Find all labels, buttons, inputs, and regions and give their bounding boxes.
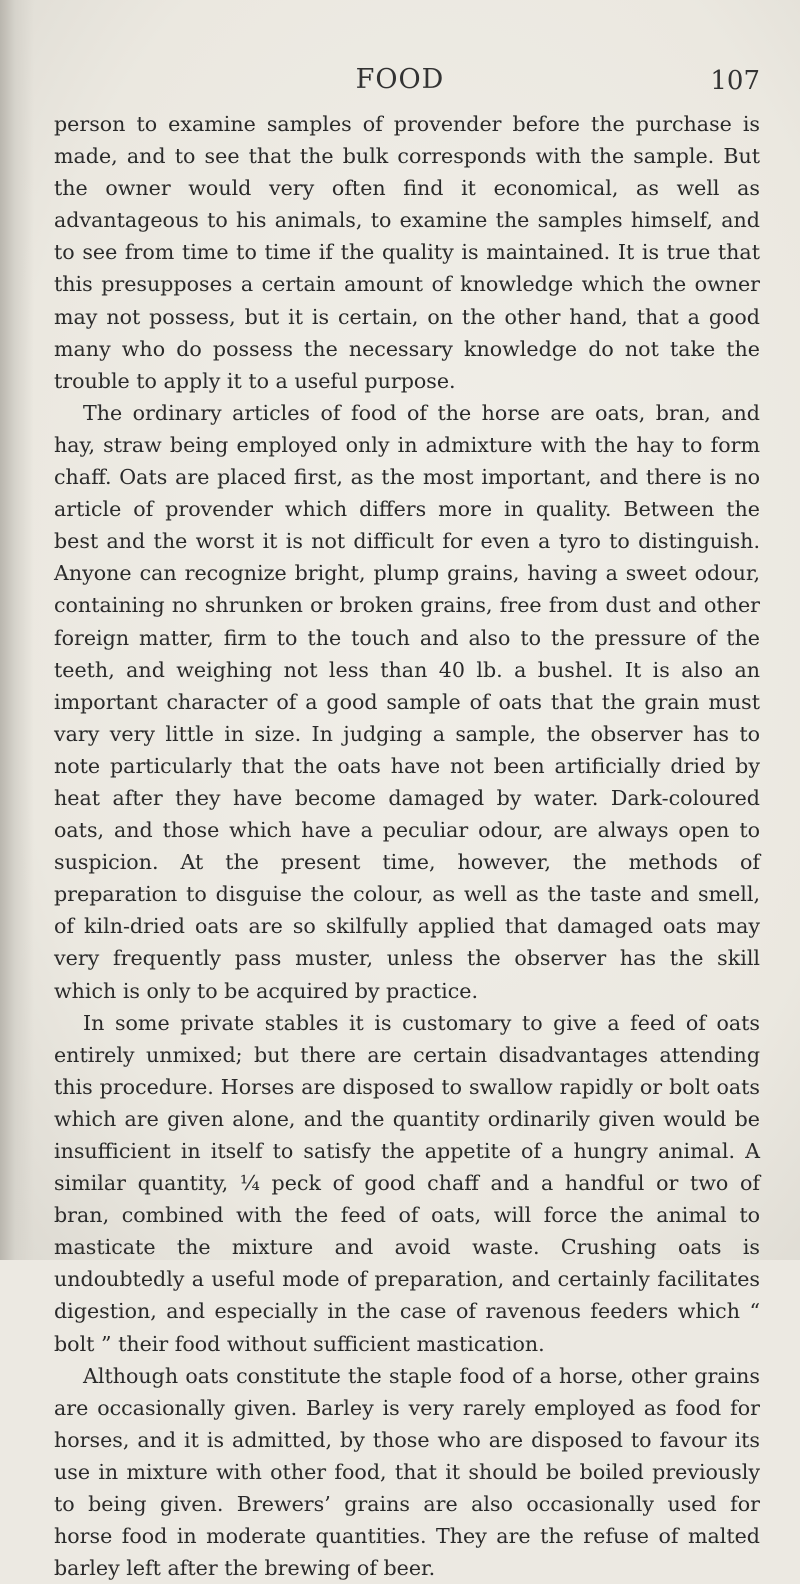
running-head-title: FOOD xyxy=(355,64,445,95)
page-number: 107 xyxy=(710,66,760,96)
paragraph-feeding: In some private stables it is customary to give a feed of oats entirely unmixed; but there are certain disadvantages attending this procedure. Horses are disposed to swallow rapidly or bolt oats which are given alone, and the quantity ordinarily given would be insufficient in itself to satisfy the appetite of a hungry animal. A similar quantity, ¼ peck of good chaff and a handful or two of bran, combined with the feed of oats, will force the animal to masticate the mixture and avoid waste. Crushing oats is undoubtedly a useful mode of preparation, and certainly facilitates digestion, and especially in the case of ravenous feeders which “ bolt ” their food without sufficient mastication. xyxy=(54,1010,760,1356)
paragraph-other-grains: Although oats constitute the staple food of a horse, other grains are occasionally given. Barley is very rarely employed as food for horses, and it is admitted, by those who are disposed to favour its use in mixture with other food, that it should be boiled previously to being given. Brewers’ grains are also occasionally used for horse food in moderate quantities. They are the refuse of malted barley left after the brewing of beer. xyxy=(54,1363,760,1581)
binding-shadow xyxy=(0,0,34,1260)
paragraph-oats: The ordinary articles of food of the horse are oats, bran, and hay, straw being employed only in admixture with the hay to form chaff. Oats are placed first, as the most important, and there is no article of provender which differs more in quality. Between the best and the worst it is not difficult for even a tyro to distinguish. Anyone can recognize bright, plump grains, having a sweet odour, containing no shrunken or broken grains, free from dust and other foreign matter, firm to the touch and also to the pressure of the teeth, and weighing not less than 40 lb. a bushel. It is also an important character of a good sample of oats that the grain must vary very little in size. In judging a sample, the observer has to note particularly that the oats have not been artificially dried by heat after they have become damaged by water. Dark-coloured oats, and those which have a peculiar odour, are always open to suspicion. At the present time, however, the methods of preparation to disguise the colour, as well as the taste and smell, of kiln-dried oats are so skilfully applied that damaged oats may very frequently pass muster, unless the observer has the skill which is only to be acquired by practice. xyxy=(54,400,760,1003)
body-text xyxy=(54,108,760,1584)
running-head xyxy=(0,64,800,104)
paragraph-continued: person to examine samples of provender before the purchase is made, and to see that the bulk corresponds with the sample. But the owner would very often find it economical, as well as advantageous to his animals, to examine the samples himself, and to see from time to time if the quality is maintained. It is true that this presupposes a certain amount of knowledge which the owner may not possess, but it is certain, on the other hand, that a good many who do possess the necessary knowledge do not take the trouble to apply it to a useful purpose. xyxy=(54,112,760,393)
